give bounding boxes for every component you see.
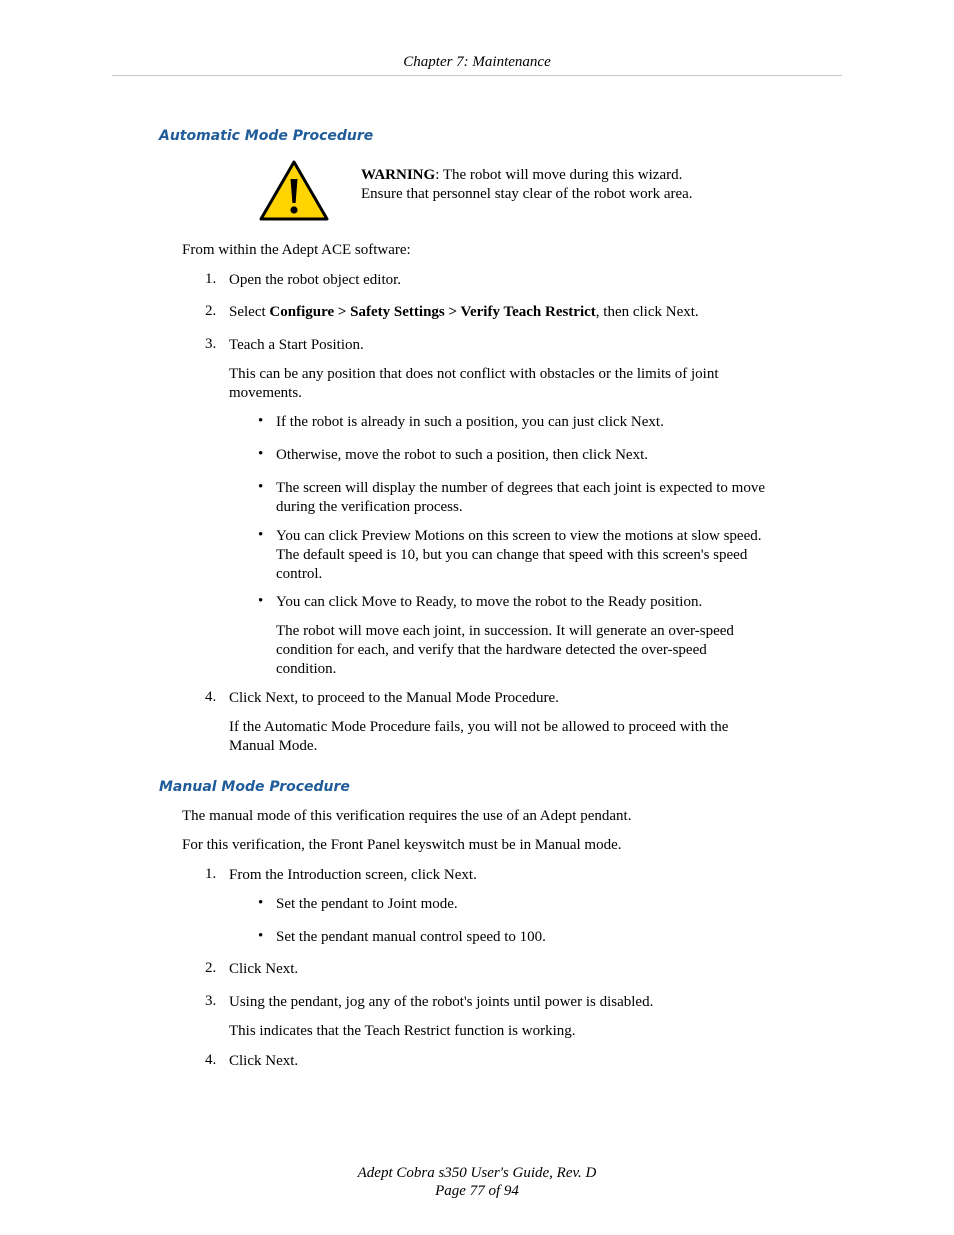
section-heading-manual: Manual Mode Procedure [159,779,350,795]
footer-page-number: Page 77 of 94 [435,1183,519,1199]
footer-guide: Adept Cobra s350 User's Guide, Rev. D [357,1165,597,1181]
bullet: • [258,928,264,944]
bullet-note: The robot will move each joint, in succession. It will generate an over-speed condition for each, and verify that the hardware detected the over-speed condition. [276,623,734,677]
intro-text: From within the Adept ACE software: [182,242,411,258]
paragraph: The manual mode of this verification requires the use of an Adept pendant. [182,808,632,824]
bullet: • [258,446,264,462]
bullet: • [258,593,264,609]
step-note: If the Automatic Mode Procedure fails, you will not be allowed to proceed with the Manual Mode. [229,719,729,754]
chapter-header: Chapter 7: Maintenance [403,54,551,70]
bullet: • [258,479,264,495]
paragraph: For this verification, the Front Panel keyswitch must be in Manual mode. [182,837,622,853]
warning-label: WARNING [361,167,436,183]
header-divider [112,75,842,76]
bullet: • [258,527,264,543]
warning-icon [258,159,330,222]
warning-text: WARNING: The robot will move during this wizard. Ensure that personnel stay clear of the robot work area. [361,167,693,202]
bullet: • [258,895,264,911]
step-note: This can be any position that does not conflict with obstacles or the limits of joint movements. [229,366,719,401]
section-heading-automatic: Automatic Mode Procedure [159,128,374,144]
step-note: This indicates that the Teach Restrict function is working. [229,1023,576,1039]
bullet: • [258,413,264,429]
